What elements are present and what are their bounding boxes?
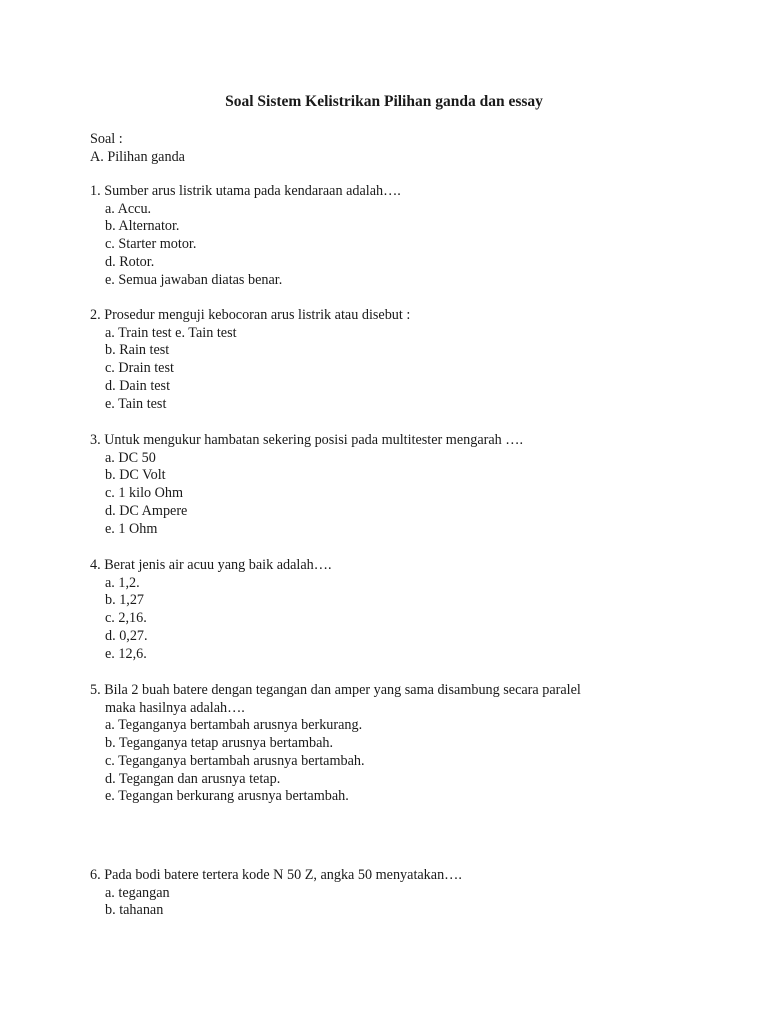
option: e. 1 Ohm [105,520,158,537]
option: b. Rain test [105,342,170,359]
option: b. 1,27 [105,592,145,609]
option: e. Tain test [105,395,167,412]
option: c. 2,16. [105,610,147,627]
heading-soal: Soal : [90,131,123,147]
option: b. DC Volt [105,467,166,484]
option: a. Train test e. Tain test [105,324,237,341]
option: e. Semua jawaban diatas benar. [105,271,283,288]
option: d. Tegangan dan arusnya tetap. [105,770,281,787]
option: a. 1,2. [105,574,140,591]
option: b. Teganganya tetap arusnya bertambah. [105,735,334,752]
option: a. Teganganya bertambah arusnya berkurang. [105,717,363,734]
document-title [0,93,768,111]
option: c. Starter motor. [105,236,197,253]
option: d. DC Ampere [105,502,188,519]
option: e. 12,6. [105,645,147,662]
question-6 [90,867,462,920]
option: d. Dain test [105,377,171,394]
question-text: 4. Berat jenis air acuu yang baik adalah…. [90,557,332,573]
question-1 [90,183,401,289]
question-text: 6. Pada bodi batere tertera kode N 50 Z, angka 50 menyatakan…. [90,867,462,883]
question-text-continued: maka hasilnya adalah…. [105,699,245,716]
section-heading: A. Pilihan ganda [90,149,185,165]
option: c. Teganganya bertambah arusnya bertambah. [105,752,365,769]
option: a. DC 50 [105,449,156,466]
question-4 [90,557,332,663]
option: e. Tegangan berkurang arusnya bertambah. [105,788,349,805]
question-3 [90,432,523,538]
question-text: 3. Untuk mengukur hambatan sekering posisi pada multitester mengarah …. [90,432,524,448]
question-text: 5. Bila 2 buah batere dengan tegangan dan amper yang sama disambung secara paralel [90,682,581,698]
option: b. tahanan [105,902,164,919]
option: c. Drain test [105,360,174,377]
option: a. tegangan [105,884,170,901]
question-text: 2. Prosedur menguji kebocoran arus listrik atau disebut : [90,307,411,323]
option: b. Alternator. [105,218,180,235]
option: d. 0,27. [105,627,148,644]
question-5 [90,682,581,806]
option: d. Rotor. [105,253,155,270]
option: a. Accu. [105,200,152,217]
question-text: 1. Sumber arus listrik utama pada kendaraan adalah…. [90,183,401,199]
question-2 [90,307,410,413]
title-text: Soal Sistem Kelistrikan Pilihan ganda dan essay [225,93,543,110]
option: c. 1 kilo Ohm [105,485,184,502]
